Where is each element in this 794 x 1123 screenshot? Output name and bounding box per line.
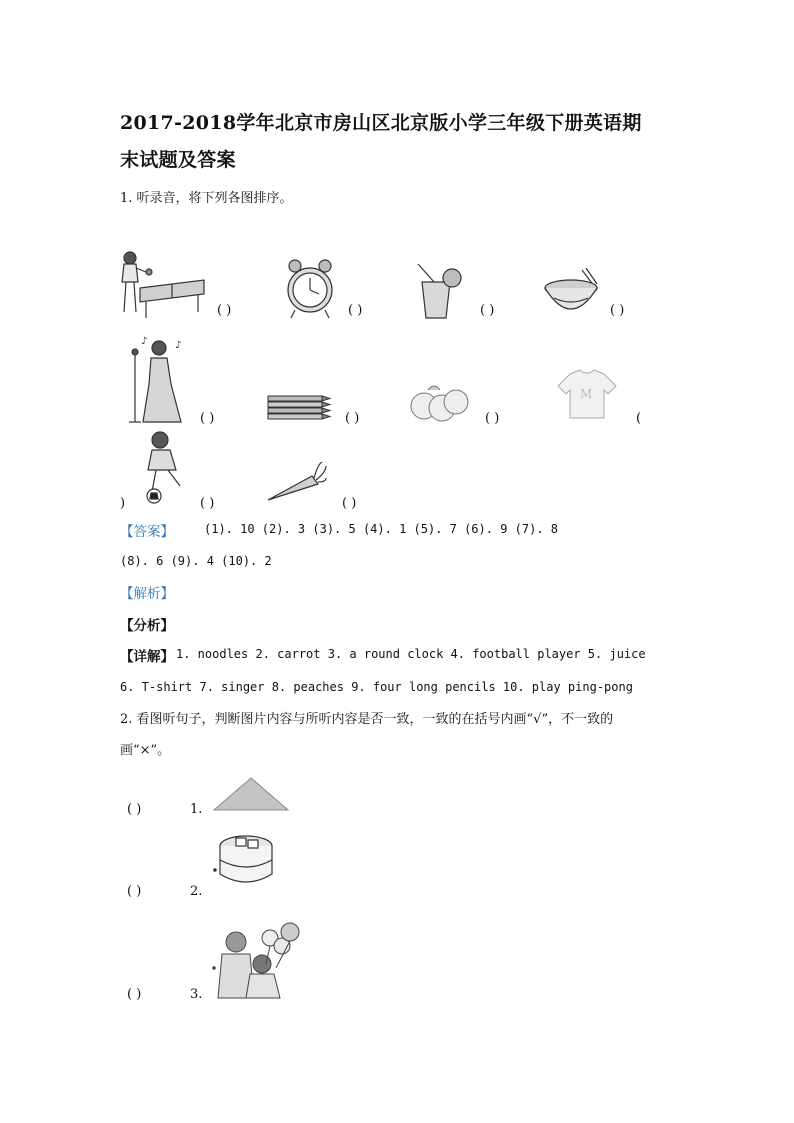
q2-blank-2[interactable]: ( ) (127, 884, 142, 899)
q1-instruction: 1. 听录音，将下列各图排序。 (120, 191, 293, 206)
ping-pong-image (118, 248, 206, 320)
q2-item-num-3: 3. (190, 987, 203, 1002)
q1-blank-10[interactable]: ( ) (342, 496, 357, 511)
svg-text:M: M (580, 387, 593, 401)
birthday-party-image (210, 920, 302, 1000)
doc-title-line2: 末试题及答案 (120, 149, 236, 171)
detail-line2: 6. T-shirt 7. singer 8. peaches 9. four long pencils 10. play ping-pong (120, 680, 633, 694)
alarm-clock-image (285, 258, 335, 320)
svg-text:♪: ♪ (141, 336, 148, 347)
q2-blank-1[interactable]: ( ) (127, 802, 142, 817)
detail-line1: 1. noodles 2. carrot 3. a round clock 4. football player 5. juice (176, 647, 646, 661)
peaches-image (408, 380, 472, 424)
q2-instruction-line1: 2. 看图听句子，判断图片内容与所听内容是否一致，一致的在括号内画“√”，不一致的 (120, 712, 614, 727)
q1-blank-1[interactable]: ( ) (217, 303, 232, 318)
carrot-image (266, 460, 328, 502)
answer-line1: (1). 10 (2). 3 (3). 5 (4). 1 (5). 7 (6). 9 (7). 8 (204, 522, 559, 536)
answer-line2: (8). 6 (9). 4 (10). 2 (120, 554, 272, 568)
detail-label: 【详解】 (120, 649, 174, 665)
juice-image (410, 262, 464, 320)
q1-blank-2[interactable]: ( ) (348, 303, 363, 318)
steamer-dumplings-image (212, 830, 274, 892)
football-player-image (140, 430, 192, 504)
q2-instruction-line2: 画“×”。 (120, 743, 171, 758)
q1-blank-8-open[interactable]: ( (636, 411, 642, 426)
pencils-image (266, 394, 332, 422)
q1-blank-8-close[interactable]: ) (120, 496, 126, 511)
q1-blank-7[interactable]: ( ) (485, 411, 500, 426)
fenxi-label: 【分析】 (120, 618, 174, 634)
analysis-label: 【解析】 (120, 586, 174, 602)
q1-blank-9[interactable]: ( ) (200, 496, 215, 511)
triangle-image (212, 776, 290, 812)
answer-label: 【答案】 (120, 524, 174, 540)
q2-item-num-2: 2. (190, 884, 203, 899)
singer-image (125, 334, 187, 426)
q1-blank-5[interactable]: ( ) (200, 411, 215, 426)
t-shirt-image (550, 368, 624, 424)
doc-title-line1: 2017-2018学年北京市房山区北京版小学三年级下册英语期 (120, 112, 642, 134)
q2-blank-3[interactable]: ( ) (127, 987, 142, 1002)
q1-blank-3[interactable]: ( ) (480, 303, 495, 318)
noodles-image (542, 268, 600, 318)
q1-blank-4[interactable]: ( ) (610, 303, 625, 318)
svg-text:♪: ♪ (175, 340, 182, 351)
q1-blank-6[interactable]: ( ) (345, 411, 360, 426)
q2-item-num-1: 1. (190, 802, 203, 817)
